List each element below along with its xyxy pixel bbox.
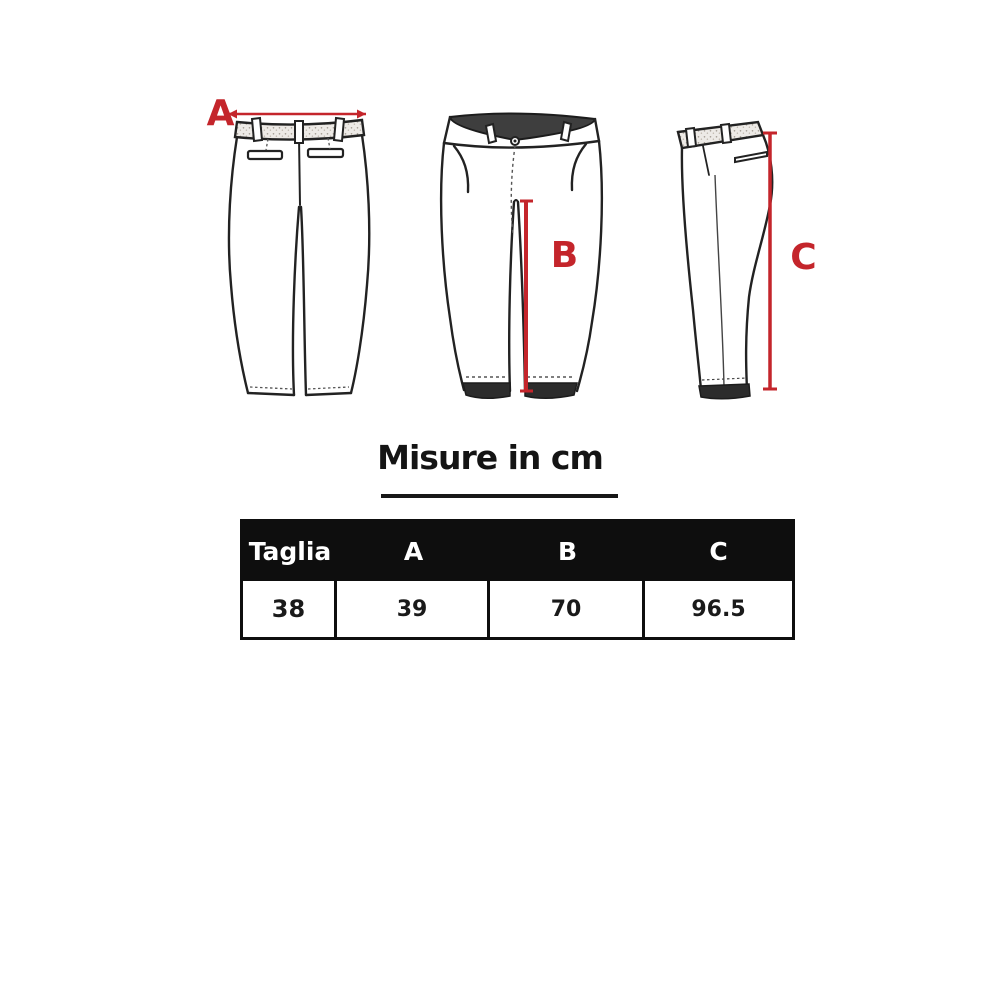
size-value-taglia: 38 (243, 581, 337, 637)
measure-arrow-a (228, 110, 366, 119)
side-pocket (735, 152, 767, 162)
size-table-header-row (243, 522, 792, 581)
measure-line-c (763, 133, 777, 389)
size-chart-title: Misure in cm (377, 438, 603, 477)
size-table-header-c: C (709, 537, 728, 566)
waist-button (511, 137, 519, 145)
size-value-c: 96.5 (691, 596, 746, 622)
size-table-header-taglia: Taglia (248, 537, 332, 566)
measure-label-b: B (550, 235, 578, 276)
size-value-a: 39 (337, 581, 490, 637)
pants-back-outline (229, 135, 369, 395)
side-crease-line (702, 175, 747, 388)
size-table-header-b: B (557, 537, 578, 566)
measure-label-c: C (790, 237, 816, 278)
title-underline (381, 494, 618, 498)
pants-back-view-illustration (200, 90, 390, 410)
size-table-header-a: A (403, 537, 424, 566)
pants-side-outline (682, 135, 772, 390)
front-waistband-dark (450, 113, 595, 140)
pants-back-view-drawing (200, 90, 390, 410)
measure-label-a: A (206, 93, 234, 134)
size-table (240, 519, 795, 640)
side-hem-dark (699, 384, 750, 399)
size-value-b: 70 (490, 581, 645, 637)
size-table-data-row (243, 581, 792, 637)
back-pockets (248, 149, 343, 159)
